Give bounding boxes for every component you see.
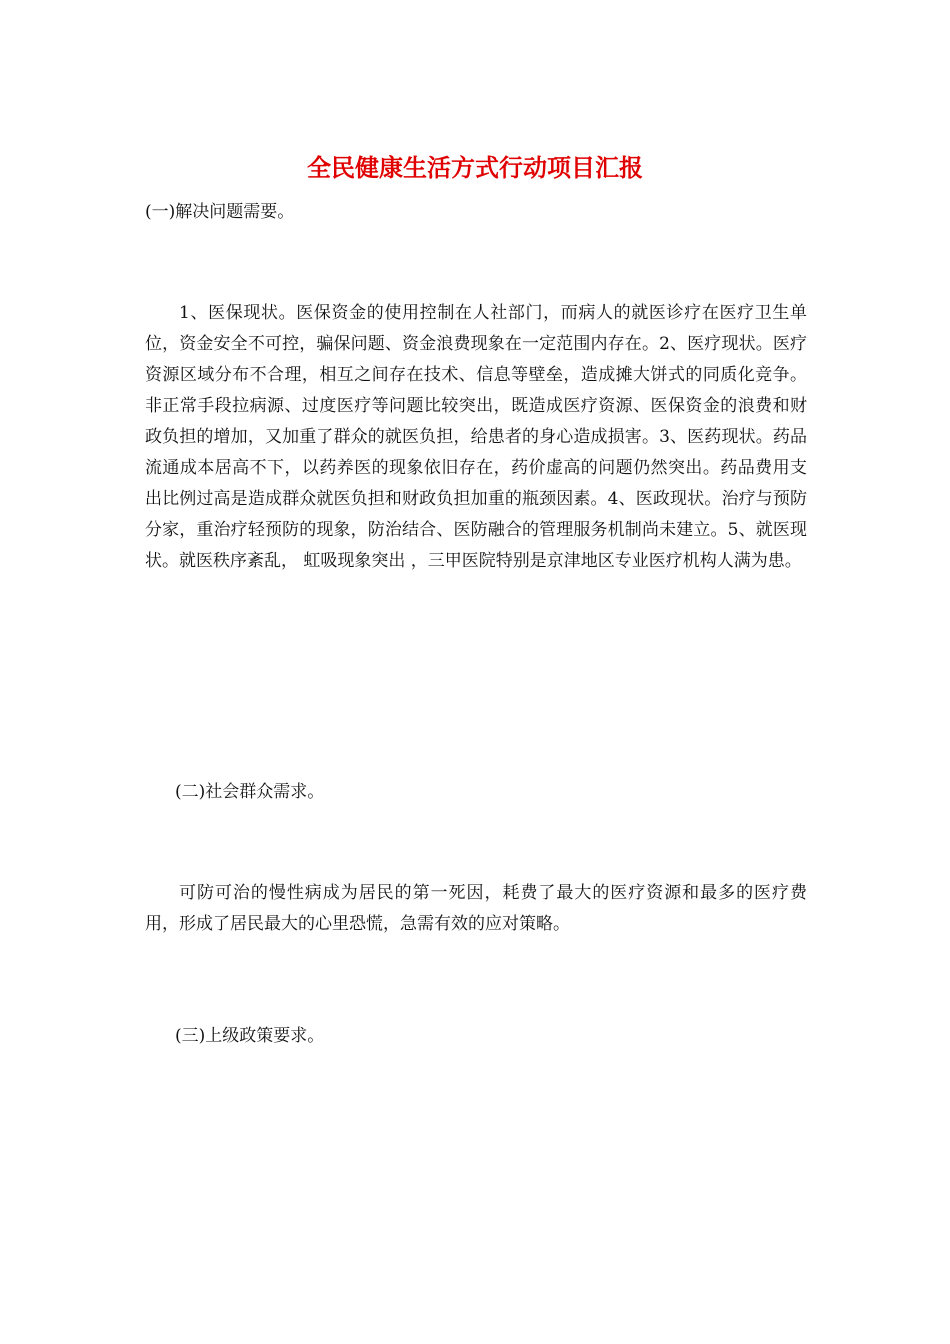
section-paragraph-2: 可防可治的慢性病成为居民的第一死因，耗费了最大的医疗资源和最多的医疗费用，形成了居民最大的心里恐慌，急需有效的应对策略。	[145, 883, 807, 934]
section-heading-3: (三)上级政策要求。	[175, 1026, 325, 1046]
section-heading-1: (一)解决问题需要。	[145, 202, 295, 222]
document-title: 全民健康生活方式行动项目汇报	[307, 153, 643, 182]
section-heading-2: (二)社会群众需求。	[175, 782, 325, 802]
section-paragraph-1: 1、医保现状。医保资金的使用控制在人社部门，而病人的就医诊疗在医疗卫生单位，资金安全不可控，骗保问题、资金浪费现象在一定范围内存在。2、医疗现状。医疗资源区域分布不合理，相互之间存在技术、信息等壁垒，造成摊大饼式的同质化竞争。非正常手段拉病源、过度医疗等问题比较突出，既造成医疗资源、医保资金的浪费和财政负担的增加，又加重了群众的就医负担，给患者的身心造成损害。3、医药现状。药品流通成本居高不下，以药养医的现象依旧存在，药价虚高的问题仍然突出。药品费用支出比例过高是造成群众就医负担和财政负担加重的瓶颈因素。4、医政现状。治疗与预防分家，重治疗轻预防的现象，防治结合、医防融合的管理服务机制尚未建立。5、就医现状。就医秩序紊乱， 虹吸现象突出 ，三甲医院特别是京津地区专业医疗机构人满为患。	[145, 303, 807, 571]
